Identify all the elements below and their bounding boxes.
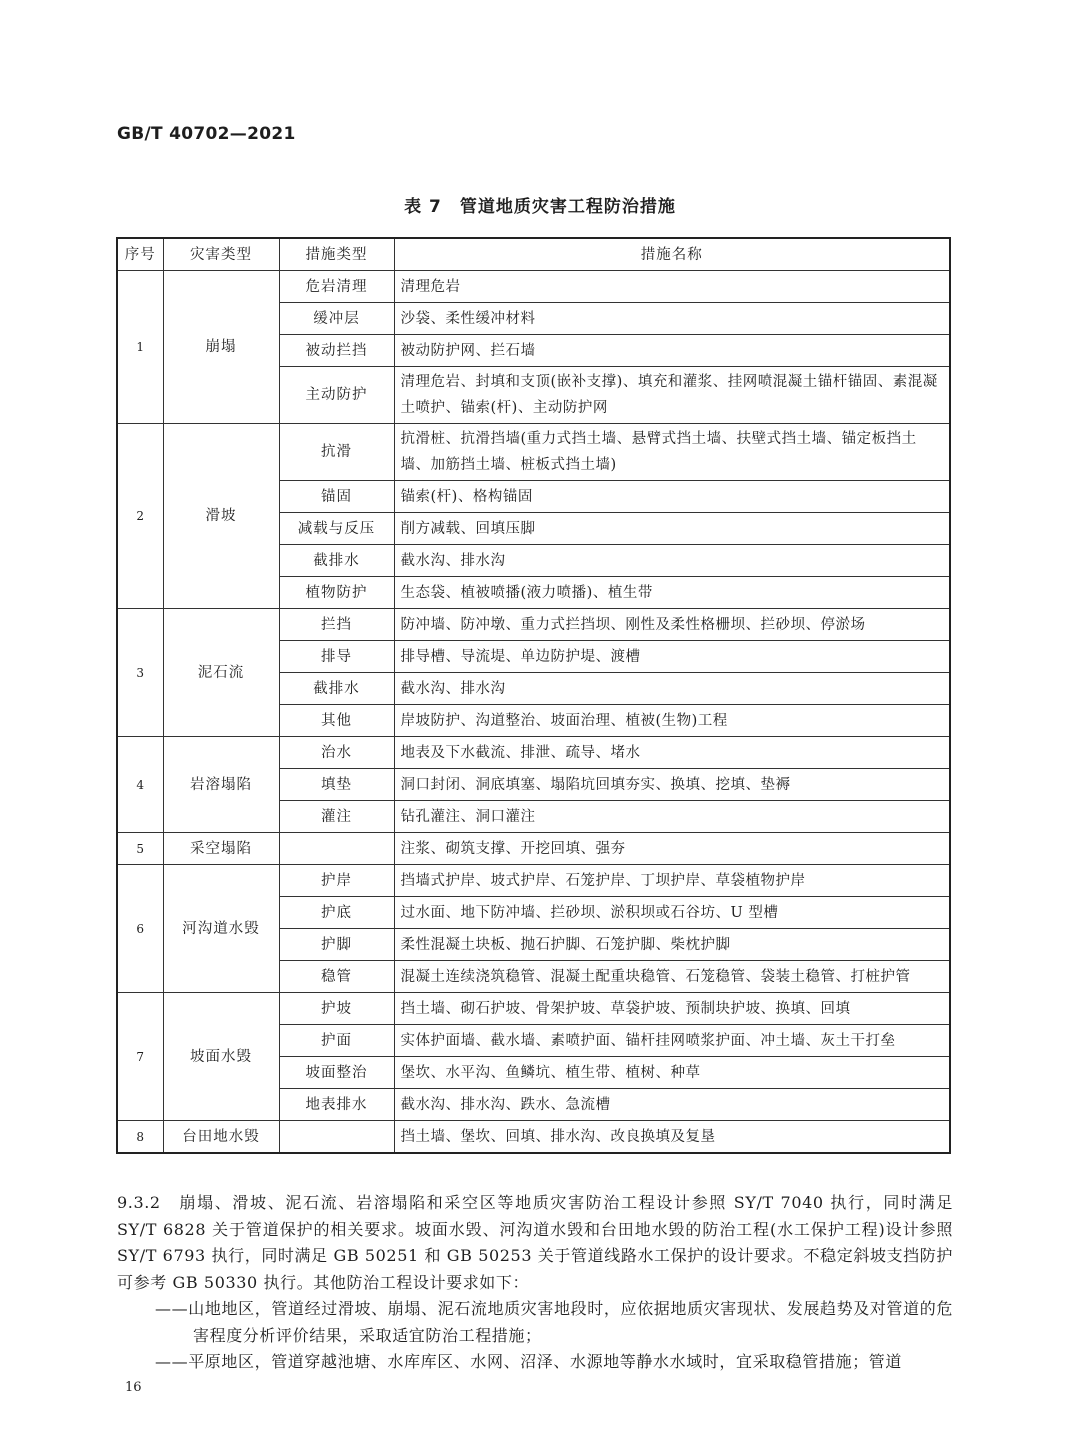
cell-measure-name: 截水沟、排水沟、跌水、急流槽 [394,1089,950,1121]
clause-9-3-2: 9.3.2 崩塌、滑坡、泥石流、岩溶塌陷和采空区等地质灾害防治工程设计参照 SY/T 7040 执行，同时满足 SY/T 6828 关于管道保护的相关要求。坡面水毁、河沟道水毁和台田地水毁的防治工程(水工保护工程)设计参照 SY/T 6793 执行，同时满足 GB 50251 和 GB 50253 关于管道线路水工保护的设计要求。不稳定斜坡支挡防护可参考 GB 50330 执行。其他防治工程设计要求如下： [117,1193,953,1292]
cell-hazard-type: 河沟道水毁 [163,865,279,993]
column-header-measure-type: 措施类型 [279,238,394,271]
cell-measure-name: 注浆、砌筑支撑、开挖回填、强夯 [394,833,950,865]
cell-hazard-type: 坡面水毁 [163,993,279,1121]
cell-serial-no: 5 [117,833,163,865]
cell-measure-name: 挡土墙、砌石护坡、骨架护坡、草袋护坡、预制块护坡、换填、回填 [394,993,950,1025]
cell-measure-name: 抗滑桩、抗滑挡墙(重力式挡土墙、悬臂式挡土墙、扶壁式挡土墙、锚定板挡土墙、加筋挡土墙、桩板式挡土墙) [394,424,950,481]
cell-measure-type: 填垫 [279,769,394,801]
cell-measure-type: 地表排水 [279,1089,394,1121]
cell-measure-type: 稳管 [279,961,394,993]
cell-serial-no: 7 [117,993,163,1121]
cell-measure-name: 截水沟、排水沟 [394,673,950,705]
table-row [117,865,950,897]
cell-measure-type: 护脚 [279,929,394,961]
cell-measure-name: 清理危岩、封填和支顶(嵌补支撑)、填充和灌浆、挂网喷混凝土锚杆锚固、素混凝土喷护、锚索(杆)、主动防护网 [394,367,950,424]
cell-measure-type: 拦挡 [279,609,394,641]
cell-measure-type: 坡面整治 [279,1057,394,1089]
cell-measure-name: 防冲墙、防冲墩、重力式拦挡坝、刚性及柔性格栅坝、拦砂坝、停淤场 [394,609,950,641]
cell-hazard-type: 崩塌 [163,271,279,424]
cell-measure-type: 植物防护 [279,577,394,609]
cell-measure-name: 钻孔灌注、洞口灌注 [394,801,950,833]
cell-measure-type: 护底 [279,897,394,929]
cell-measure-name: 柔性混凝土块板、抛石护脚、石笼护脚、柴枕护脚 [394,929,950,961]
cell-measure-type: 危岩清理 [279,271,394,303]
cell-measure-type: 护岸 [279,865,394,897]
table-row [117,993,950,1025]
table-row [117,424,950,481]
cell-measure-type: 其他 [279,705,394,737]
cell-measure-type: 治水 [279,737,394,769]
table-row [117,737,950,769]
cell-measure-name: 挡墙式护岸、坡式护岸、石笼护岸、丁坝护岸、草袋植物护岸 [394,865,950,897]
cell-measure-name: 截水沟、排水沟 [394,545,950,577]
cell-hazard-type: 滑坡 [163,424,279,609]
cell-serial-no: 3 [117,609,163,737]
cell-measure-type [279,833,394,865]
cell-measure-name: 洞口封闭、洞底填塞、塌陷坑回填夯实、换填、挖填、垫褥 [394,769,950,801]
cell-measure-name: 排导槽、导流堤、单边防护堤、渡槽 [394,641,950,673]
cell-serial-no: 1 [117,271,163,424]
cell-measure-name: 生态袋、植被喷播(液力喷播)、植生带 [394,577,950,609]
cell-measure-name: 实体护面墙、截水墙、素喷护面、锚杆挂网喷浆护面、冲土墙、灰土干打垒 [394,1025,950,1057]
cell-measure-name: 削方减载、回填压脚 [394,513,950,545]
cell-measure-type: 护坡 [279,993,394,1025]
cell-measure-type [279,1121,394,1154]
measures-table [116,237,951,1154]
cell-measure-name: 锚索(杆)、格构锚固 [394,481,950,513]
cell-measure-name: 过水面、地下防冲墙、拦砂坝、淤积坝或石谷坊、U 型槽 [394,897,950,929]
page-number: 16 [125,1380,142,1395]
column-header-hazard: 灾害类型 [163,238,279,271]
cell-serial-no: 4 [117,737,163,833]
cell-hazard-type: 台田地水毁 [163,1121,279,1154]
cell-measure-name: 挡土墙、堡坎、回填、排水沟、改良换填及复垦 [394,1121,950,1154]
table-header-row [117,238,950,271]
cell-measure-name: 混凝土连续浇筑稳管、混凝土配重块稳管、石笼稳管、袋装土稳管、打桩护管 [394,961,950,993]
cell-measure-name: 地表及下水截流、排泄、疏导、堵水 [394,737,950,769]
table-row [117,1121,950,1154]
cell-measure-type: 缓冲层 [279,303,394,335]
table-title: 表 7 管道地质灾害工程防治措施 [404,197,676,217]
cell-measure-name: 岸坡防护、沟道整治、坡面治理、植被(生物)工程 [394,705,950,737]
standard-code: GB/T 40702—2021 [117,124,296,144]
column-header-measure-name: 措施名称 [394,238,950,271]
cell-measure-type: 灌注 [279,801,394,833]
body-text [117,1190,953,1376]
cell-serial-no: 8 [117,1121,163,1154]
bullet-mountain: ——山地地区，管道经过滑坡、崩塌、泥石流地质灾害地段时，应依据地质灾害现状、发展趋势及对管道的危害程度分析评价结果，采取适宜防治工程措施； [155,1299,953,1345]
cell-measure-type: 护面 [279,1025,394,1057]
table-row [117,271,950,303]
table-row [117,833,950,865]
cell-measure-type: 减载与反压 [279,513,394,545]
cell-measure-type: 锚固 [279,481,394,513]
cell-measure-type: 排导 [279,641,394,673]
cell-measure-name: 沙袋、柔性缓冲材料 [394,303,950,335]
cell-measure-type: 截排水 [279,673,394,705]
cell-hazard-type: 岩溶塌陷 [163,737,279,833]
cell-hazard-type: 泥石流 [163,609,279,737]
cell-hazard-type: 采空塌陷 [163,833,279,865]
cell-measure-name: 清理危岩 [394,271,950,303]
cell-serial-no: 6 [117,865,163,993]
bullet-plain: ——平原地区，管道穿越池塘、水库库区、水网、沼泽、水源地等静水水域时，宜采取稳管措施；管道 [155,1352,903,1371]
cell-measure-type: 截排水 [279,545,394,577]
cell-measure-name: 堡坎、水平沟、鱼鳞坑、植生带、植树、种草 [394,1057,950,1089]
cell-measure-type: 主动防护 [279,367,394,424]
cell-measure-type: 抗滑 [279,424,394,481]
cell-measure-name: 被动防护网、拦石墙 [394,335,950,367]
cell-serial-no: 2 [117,424,163,609]
table-row [117,609,950,641]
cell-measure-type: 被动拦挡 [279,335,394,367]
column-header-no: 序号 [117,238,163,271]
